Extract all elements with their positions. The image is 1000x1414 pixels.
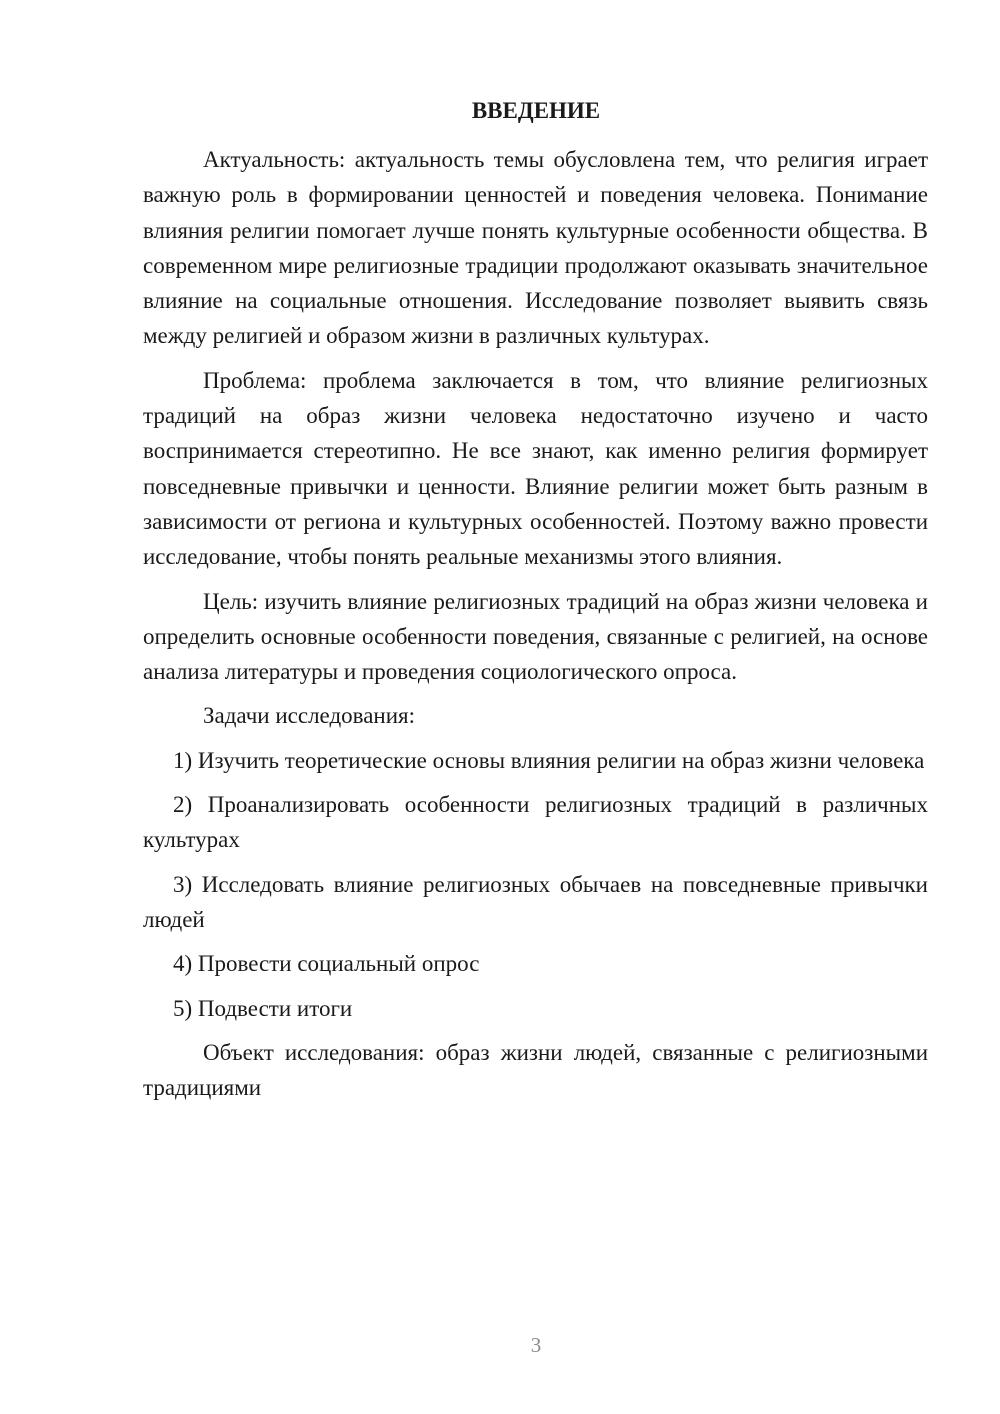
- list-item-task-4: 4) Провести социальный опрос: [173, 951, 480, 977]
- list-item-task-2: 2) Проанализировать особенности религиозных традиций в различных культурах: [143, 792, 928, 853]
- list-item-task-3: 3) Исследовать влияние религиозных обычаев на повседневные привычки людей: [143, 871, 928, 932]
- page-number: 3: [530, 1333, 542, 1357]
- paragraph-relevance: Актуальность: актуальность темы обусловлена тем, что религия играет важную роль в формировании ценностей и поведения человека. Понимание влияния религии помогает лучше понять культурные особенности общества. В современном мире религиозные традиции продолжают оказывать значительное влияние на социальные отношения. Исследование позволяет выявить связь между религией и образом жизни в различных культурах.: [143, 147, 928, 349]
- paragraph-goal: Цель: изучить влияние религиозных традиций на образ жизни человека и определить основные особенности поведения, связанные с религией, на основе анализа литературы и проведения социологического опроса.: [143, 588, 928, 685]
- tasks-title: Задачи исследования:: [203, 703, 416, 729]
- document-body: [143, 142, 928, 1114]
- list-item-task-5: 5) Подвести итоги: [173, 995, 353, 1021]
- list-item-task-1: 1) Изучить теоретические основы влияния религии на образ жизни человека: [173, 747, 925, 773]
- tasks-list: [143, 743, 928, 1026]
- paragraph-problem: Проблема: проблема заключается в том, что влияние религиозных традиций на образ жизни человека недостаточно изучено и часто воспринимается стереотипно. Не все знают, как именно религия формирует повседневные привычки и ценности. Влияние религии может быть разным в зависимости от региона и культурных особенностей. Поэтому важно провести исследование, чтобы понять реальные механизмы этого влияния.: [143, 367, 928, 570]
- paragraph-object: Объект исследования: образ жизни людей, связанные с религиозными традициями: [143, 1039, 928, 1101]
- page-title: ВВЕДЕНИЕ: [471, 98, 601, 123]
